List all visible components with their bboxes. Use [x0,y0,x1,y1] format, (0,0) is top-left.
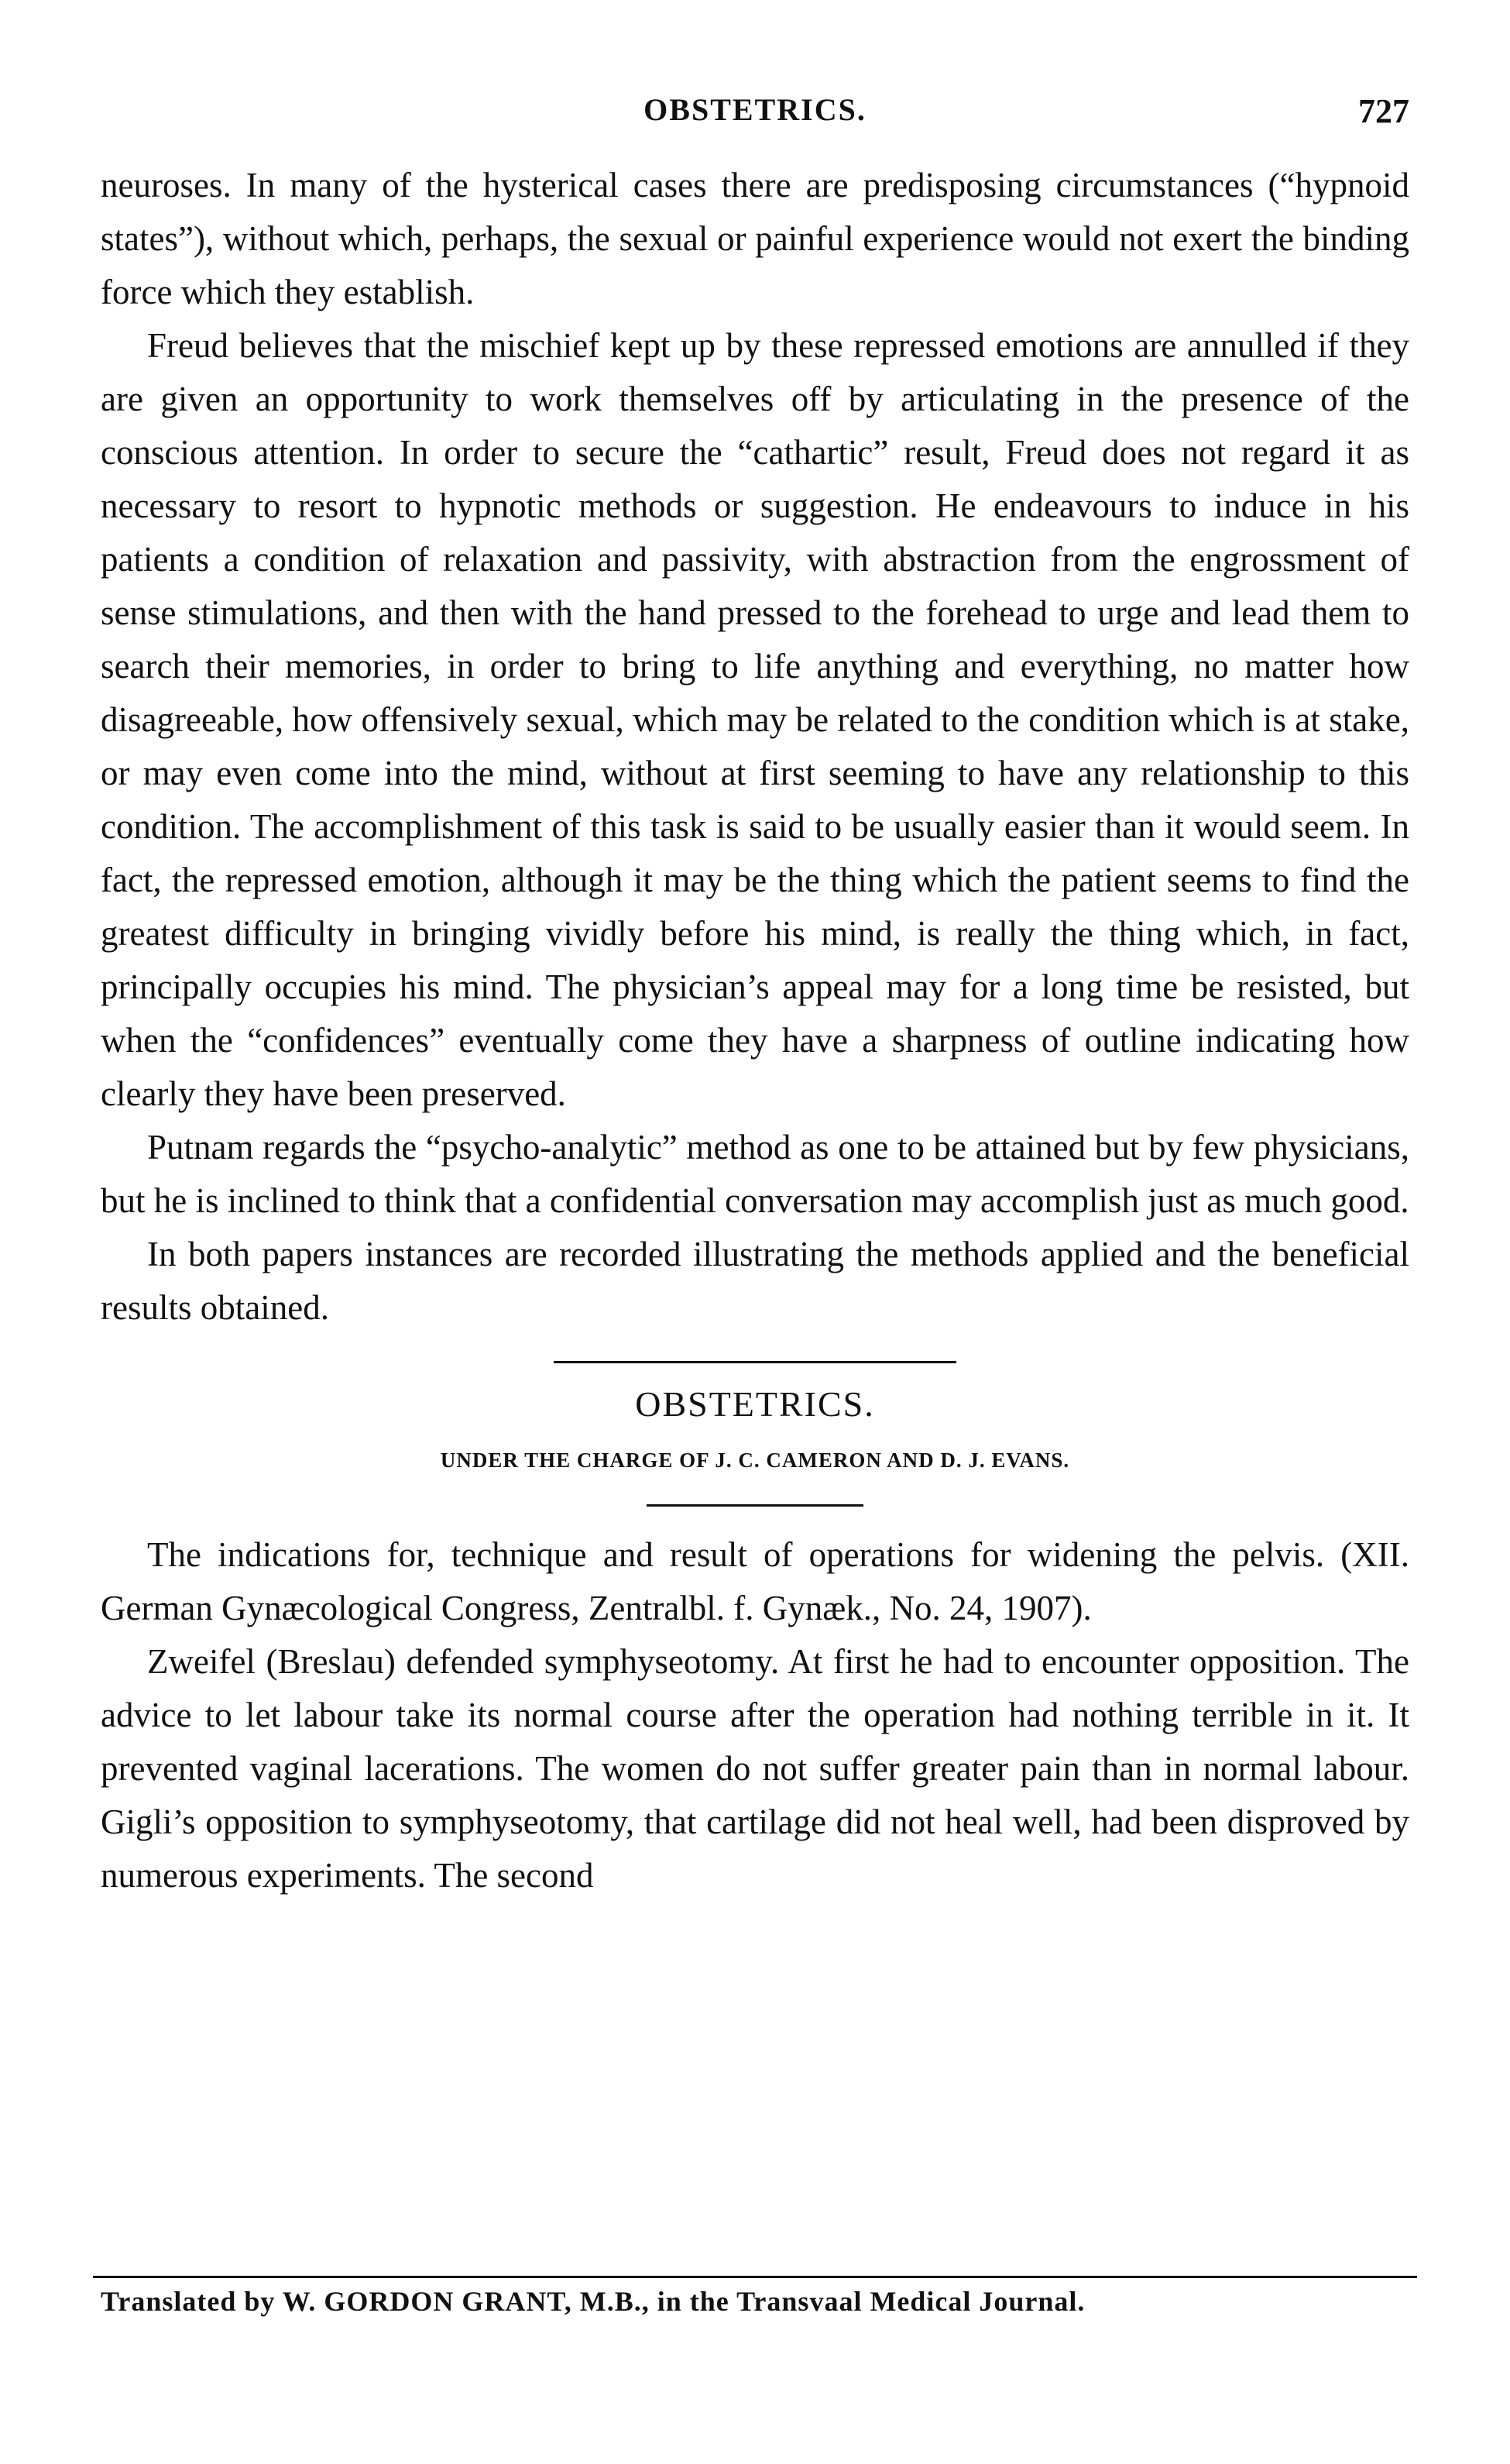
section-heading: OBSTETRICS. [635,1384,875,1424]
paragraph: The indications for, technique and result of operations for widening the pelvis. (XII. German Gynæcological Congress, Zentralbl. f. Gynæk., No. 24, 1907). [101,1535,1409,1627]
article-body [101,159,1409,1902]
section-subheading: UNDER THE CHARGE OF J. C. CAMERON AND D. J. EVANS. [440,1449,1070,1472]
section-rule-top [554,1361,956,1363]
section-rule-bottom [647,1504,863,1507]
footer-note: Translated by W. GORDON GRANT, M.B., in the Transvaal Medical Journal. [101,2286,1086,2317]
paragraph: Zweifel (Breslau) defended symphyseotomy. At first he had to encounter opposition. The advice to let labour take its normal course after the operation had nothing terrible in it. It prevented vaginal lacerations. The women do not suffer greater pain than in normal labour. Gigli’s opposition to symphyseotomy, that cartilage did not heal well, had been disproved by numerous experiments. The second [101,1642,1409,1895]
paragraph: neuroses. In many of the hysterical cases there are predisposing circumstances (“hypnoid states”), without which, perhaps, the sexual or painful experience would not exert the binding force which they establish. [101,166,1409,311]
paragraph: Putnam regards the “psycho-analytic” method as one to be attained but by few physicians, but he is inclined to think that a confidential conversation may accomplish just as much good. [101,1128,1409,1220]
page-number: 727 [1358,92,1409,130]
paragraph: In both papers instances are recorded illustrating the methods applied and the beneficial results obtained. [101,1235,1409,1327]
paragraph: Freud believes that the mischief kept up by these repressed emotions are annulled if they are given an opportunity to work themselves off by articulating in the presence of the conscious attention. In order to secure the “cathartic” result, Freud does not regard it as necessary to resort to hypnotic methods or suggestion. He endeavours to induce in his patients a condition of relaxation and passivity, with abstraction from the engrossment of sense stimulations, and then with the hand pressed to the forehead to urge and lead them to search their memories, in order to bring to life anything and everything, no matter how disagreeable, how offensively sexual, which may be related to the condition which is at stake, or may even come into the mind, without at first seeming to have any relationship to this condition. The accomplishment of this task is said to be usually easier than it would seem. In fact, the repressed emotion, although it may be the thing which the patient seems to find the greatest difficulty in bringing vividly before his mind, is really the thing which, in fact, principally occupies his mind. The physician’s appeal may for a long time be resisted, but when the “confidences” eventually come they have a sharpness of outline indicating how clearly they have been preserved. [101,326,1409,1113]
running-title: OBSTETRICS. [643,92,867,127]
running-header [101,91,1409,138]
footer-rule [93,2276,1417,2278]
section-header [101,1361,1409,1507]
